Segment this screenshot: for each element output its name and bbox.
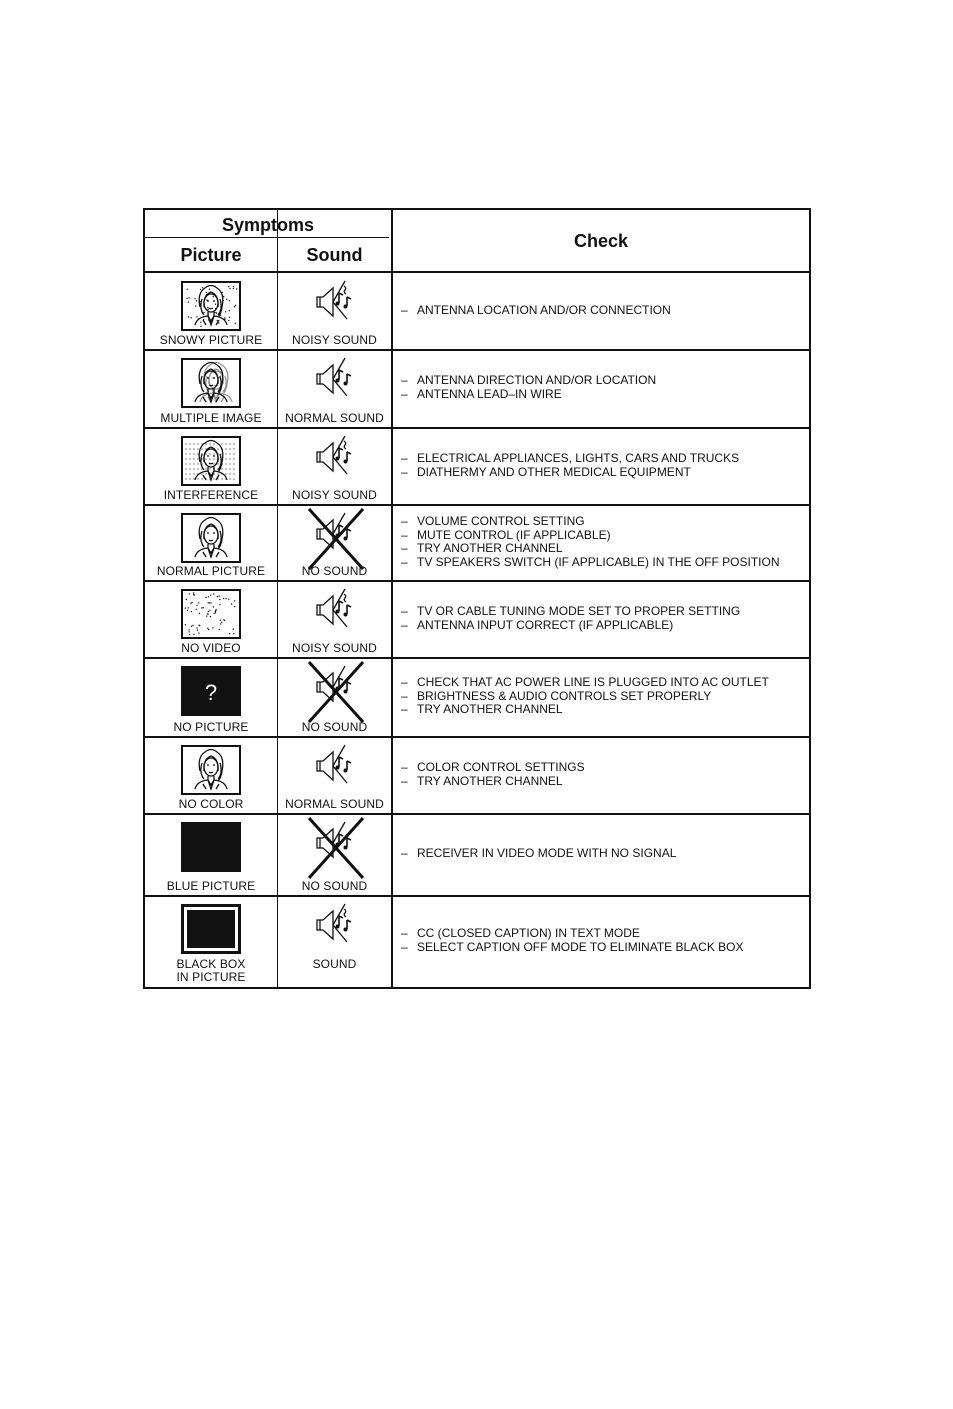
check-item: – TRY ANOTHER CHANNEL (401, 542, 803, 556)
check-item: – ANTENNA DIRECTION AND/OR LOCATION (401, 374, 803, 388)
row-divider (145, 736, 809, 738)
check-item: – TRY ANOTHER CHANNEL (401, 703, 803, 717)
check-list (401, 374, 803, 401)
tv-woman-icon (181, 513, 241, 568)
row-divider (145, 427, 809, 429)
picture-cell (145, 505, 277, 581)
check-cell (393, 658, 809, 737)
tv-black-box-icon (181, 904, 241, 959)
header-divider (145, 237, 389, 238)
symptoms-header: Symptoms (221, 215, 315, 235)
sound-cell (278, 581, 391, 658)
picture-symptom-label: NO COLOR (178, 797, 244, 811)
sound-cell (278, 658, 391, 737)
picture-symptom-label: NO VIDEO (181, 641, 241, 655)
row-divider (145, 813, 809, 815)
check-item: – TV OR CABLE TUNING MODE SET TO PROPER SETTING (401, 605, 803, 619)
check-item: – MUTE CONTROL (IF APPLICABLE) (401, 529, 803, 543)
sound-symptom-label: NO SOUND (301, 564, 368, 578)
picture-cell (145, 814, 277, 896)
speaker-crossed-icon (303, 816, 367, 887)
sound-symptom-label: NOISY SOUND (292, 641, 377, 655)
check-cell (393, 737, 809, 814)
sound-cell (278, 896, 391, 988)
row-divider (145, 504, 809, 506)
check-list (401, 761, 803, 788)
check-item: – ANTENNA LEAD–IN WIRE (401, 388, 803, 402)
sound-cell (278, 350, 391, 428)
sound-symptom-label: NORMAL SOUND (285, 411, 384, 425)
sound-cell (278, 814, 391, 896)
sound-cell (278, 428, 391, 505)
sound-symptom-label: NOISY SOUND (292, 488, 377, 502)
check-list (401, 452, 803, 479)
check-cell (393, 273, 809, 350)
picture-symptom-label: INTERFERENCE (163, 488, 259, 502)
picture-cell (145, 428, 277, 505)
picture-symptom-label: MULTIPLE IMAGE (160, 411, 262, 425)
check-cell (393, 896, 809, 988)
check-item: – SELECT CAPTION OFF MODE TO ELIMINATE BLACK BOX (401, 941, 803, 955)
check-list (401, 847, 803, 861)
troubleshooting-table (143, 208, 811, 989)
check-item: – TRY ANOTHER CHANNEL (401, 775, 803, 789)
check-list (401, 927, 803, 954)
picture-cell (145, 896, 277, 988)
sound-symptom-label: NOISY SOUND (292, 333, 377, 347)
sound-cell (278, 737, 391, 814)
picture-symptom-label: BLUE PICTURE (166, 879, 256, 893)
sound-cell (278, 505, 391, 581)
question-mark-glyph: ? (204, 680, 218, 705)
picture-header: Picture (180, 245, 242, 265)
tv-snowy-woman-icon (181, 281, 241, 336)
row-divider (145, 580, 809, 582)
check-item: – ELECTRICAL APPLIANCES, LIGHTS, CARS AND TRUCKS (401, 452, 803, 466)
picture-symptom-label: NO PICTURE (173, 720, 249, 734)
picture-cell (145, 581, 277, 658)
check-item: – COLOR CONTROL SETTINGS (401, 761, 803, 775)
check-item: – ANTENNA INPUT CORRECT (IF APPLICABLE) (401, 619, 803, 633)
tv-ghost-woman-icon (181, 358, 241, 413)
picture-cell (145, 350, 277, 428)
tv-question-icon (181, 666, 241, 721)
tv-blue-screen-icon (181, 822, 241, 877)
picture-cell (145, 737, 277, 814)
picture-symptom-label: SNOWY PICTURE (159, 333, 263, 347)
check-list (401, 515, 803, 569)
row-divider (145, 349, 809, 351)
check-list (401, 676, 803, 717)
check-cell (393, 505, 809, 581)
check-list (401, 605, 803, 632)
check-cell (393, 350, 809, 428)
check-list (401, 304, 803, 318)
tv-interference-woman-icon (181, 436, 241, 491)
check-item: – ANTENNA LOCATION AND/OR CONNECTION (401, 304, 803, 318)
check-cell (393, 814, 809, 896)
picture-cell (145, 658, 277, 737)
check-header: Check (573, 231, 629, 251)
tv-woman-icon (181, 745, 241, 800)
picture-symptom-label: BLACK BOX IN PICTURE (176, 957, 246, 984)
sound-symptom-label: NO SOUND (301, 879, 368, 893)
check-cell (393, 581, 809, 658)
sound-symptom-label: NORMAL SOUND (285, 797, 384, 811)
check-item: – CHECK THAT AC POWER LINE IS PLUGGED INTO AC OUTLET (401, 676, 803, 690)
picture-cell (145, 273, 277, 350)
picture-symptom-label: NORMAL PICTURE (156, 564, 266, 578)
sound-symptom-label: NO SOUND (301, 720, 368, 734)
check-item: – CC (CLOSED CAPTION) IN TEXT MODE (401, 927, 803, 941)
row-divider (145, 657, 809, 659)
check-cell (393, 428, 809, 505)
row-divider (145, 895, 809, 897)
check-item: – TV SPEAKERS SWITCH (IF APPLICABLE) IN THE OFF POSITION (401, 556, 803, 570)
sound-cell (278, 273, 391, 350)
check-item: – DIATHERMY AND OTHER MEDICAL EQUIPMENT (401, 466, 803, 480)
check-item: – VOLUME CONTROL SETTING (401, 515, 803, 529)
sound-header: Sound (306, 245, 363, 265)
check-item: – RECEIVER IN VIDEO MODE WITH NO SIGNAL (401, 847, 803, 861)
check-item: – BRIGHTNESS & AUDIO CONTROLS SET PROPERLY (401, 690, 803, 704)
tv-snow-icon (181, 589, 241, 644)
sound-symptom-label: SOUND (312, 957, 357, 971)
